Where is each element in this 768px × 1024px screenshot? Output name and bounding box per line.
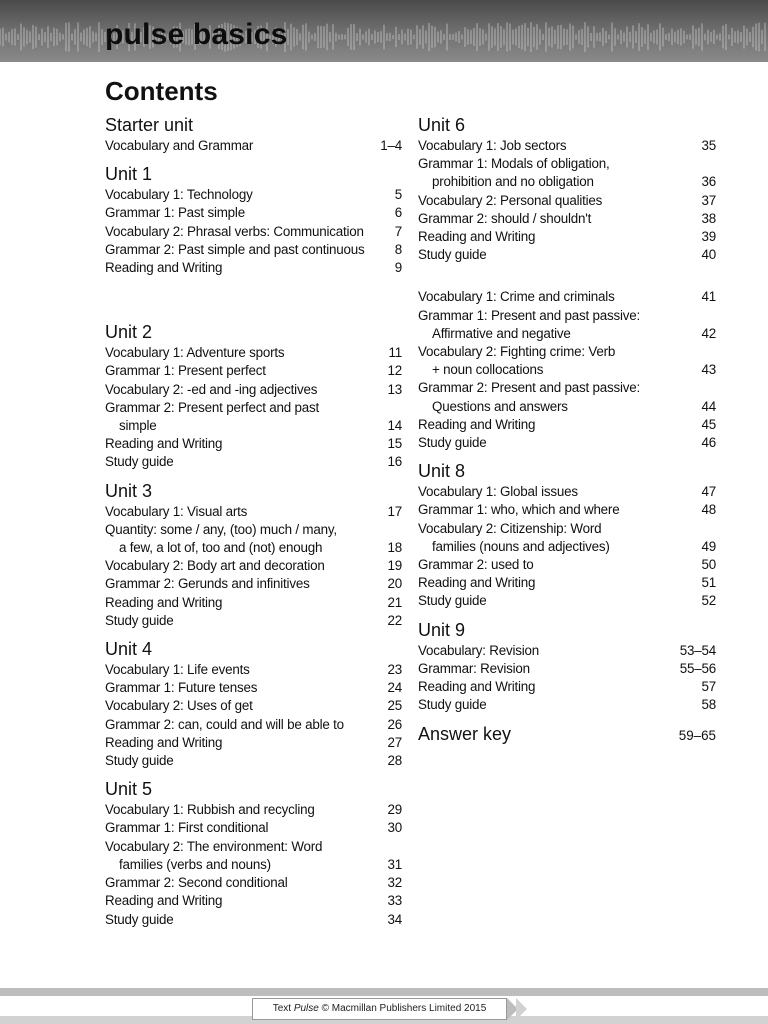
toc-entry (105, 892, 402, 910)
entry-label-line: Vocabulary 1: Visual arts (105, 503, 248, 519)
unit-section (418, 114, 716, 264)
toc-entry (105, 575, 402, 593)
clipped-unit-heading (418, 272, 716, 276)
toc-entry (418, 307, 716, 343)
toc-entry (105, 801, 402, 819)
entry-label (418, 483, 702, 501)
entry-page-number: 9 (394, 260, 402, 276)
toc-entry (105, 557, 402, 575)
toc-entry (418, 210, 716, 228)
chevron-right-icon (516, 998, 527, 1020)
toc-entry (105, 911, 402, 929)
toc-entry (105, 734, 402, 752)
entry-page-number: 49 (701, 538, 716, 554)
toc-entry (105, 752, 402, 770)
toc-entry (105, 259, 402, 277)
entry-page-number: 40 (701, 247, 716, 263)
page-title: Contents (105, 76, 218, 106)
entry-page-number: 41 (701, 289, 716, 305)
entry-page-number: 48 (701, 502, 716, 518)
toc-entry (418, 574, 716, 592)
toc-entry (105, 697, 402, 715)
entry-page-number: 36 (701, 174, 716, 190)
entry-page-number: 35 (701, 138, 716, 153)
toc-entry (418, 155, 716, 191)
entry-label-line: Study guide (105, 454, 174, 470)
entry-label (105, 911, 388, 929)
entry-label-line: Grammar 1: Present and past passive: (418, 307, 641, 323)
entry-page-number: 15 (387, 436, 402, 452)
entry-label (105, 399, 388, 435)
entry-page-number: 52 (701, 593, 716, 609)
entry-label (418, 210, 702, 228)
toc-entry (418, 501, 716, 519)
answer-key-label: Answer key (418, 724, 512, 745)
unit-section (418, 619, 716, 715)
brand-title: pulse basics (105, 18, 288, 51)
entry-page-number: 37 (701, 192, 716, 208)
entry-page-number: 14 (387, 418, 402, 434)
entry-label (105, 223, 395, 241)
entry-page-number: 30 (387, 820, 402, 836)
toc-entry (105, 874, 402, 892)
entry-page-number: 21 (387, 594, 402, 610)
unit-section (105, 480, 402, 630)
entry-label (105, 752, 388, 770)
toc-entry (105, 204, 402, 222)
toc-entry (418, 246, 716, 264)
entry-label-line: Vocabulary 2: Fighting crime: Verb (418, 344, 616, 360)
toc-entry (105, 612, 402, 630)
entry-label (105, 874, 388, 892)
entry-label (418, 416, 702, 434)
toc-entry (418, 228, 716, 246)
contents-right-column (418, 114, 716, 745)
entry-label-line: Reading and Writing (105, 594, 223, 610)
entry-label-line: Study guide (105, 753, 174, 769)
entry-label (418, 379, 702, 415)
toc-entry (418, 660, 716, 678)
entry-label (418, 155, 702, 191)
toc-entry (418, 379, 716, 415)
entry-page-number: 23 (387, 662, 402, 678)
unit-section (105, 638, 402, 770)
entry-label (105, 381, 388, 399)
toc-entry (105, 344, 402, 362)
toc-entry (418, 592, 716, 610)
toc-entry (418, 434, 716, 452)
entry-label-line: Grammar 2: Present and past passive: (418, 380, 641, 396)
entry-label (105, 575, 388, 593)
entry-label (418, 434, 702, 452)
entry-label-line: Grammar 1: who, which and where (418, 502, 620, 518)
entry-page-number: 55–56 (679, 660, 716, 676)
entry-label (418, 137, 702, 155)
copyright-text: © Macmillan Publishers Limited 2015 (318, 1003, 487, 1014)
entry-page-number: 45 (701, 416, 716, 432)
entry-label-line: Reading and Writing (105, 734, 223, 750)
entry-page-number: 31 (387, 856, 402, 872)
entry-page-number: 43 (701, 362, 716, 378)
entry-label-line: Vocabulary 2: Body art and decoration (105, 558, 325, 574)
entry-label-line: Reading and Writing (105, 893, 223, 909)
entry-label (105, 892, 388, 910)
entry-page-number: 11 (388, 345, 402, 361)
entry-label-line: Reading and Writing (418, 679, 536, 695)
entry-label-line: Grammar 2: should / shouldn't (418, 210, 592, 226)
entry-page-number: 1–4 (380, 138, 402, 153)
toc-entry (105, 186, 402, 204)
entry-page-number: 5 (394, 187, 402, 203)
entry-label-line: Study guide (105, 612, 174, 628)
entry-label (418, 288, 702, 306)
entry-label-line: Vocabulary 2: The environment: Word (105, 838, 323, 854)
entry-label-line: Reading and Writing (418, 575, 536, 591)
entry-page-number: 8 (394, 241, 402, 257)
entry-label-line: Grammar 2: Present perfect and past (105, 399, 320, 415)
entry-label-line: Grammar 1: Modals of obligation, (418, 156, 610, 172)
unit-section (105, 321, 402, 471)
unit-section (105, 163, 402, 277)
entry-label-line: Vocabulary 2: Uses of get (105, 698, 253, 714)
unit-heading: Unit 6 (418, 115, 466, 135)
unit-section (105, 114, 402, 155)
entry-label-line: Vocabulary 2: Personal qualities (418, 192, 603, 208)
entry-page-number: 20 (387, 576, 402, 592)
entry-label-continuation: simple (119, 418, 157, 434)
entry-page-number: 7 (394, 223, 402, 239)
toc-entry (418, 343, 716, 379)
unit-heading: Unit 4 (105, 639, 153, 660)
entry-page-number: 19 (387, 558, 402, 574)
entry-label-line: Vocabulary 1: Job sectors (418, 138, 567, 153)
entry-label-line: Grammar 1: Future tenses (105, 680, 258, 696)
entry-label (418, 246, 702, 264)
toc-entry (105, 435, 402, 453)
entry-label-continuation: Questions and answers (432, 398, 568, 414)
entry-page-number: 27 (387, 734, 402, 750)
toc-entry (105, 716, 402, 734)
entry-page-number: 53–54 (679, 642, 716, 658)
entry-label (105, 453, 388, 471)
entry-label-line: Study guide (418, 247, 487, 263)
entry-label-line: Study guide (105, 911, 174, 927)
entry-label-line: Vocabulary 1: Rubbish and recycling (105, 802, 315, 818)
entry-page-number: 16 (387, 454, 402, 470)
toc-entry (105, 381, 402, 399)
entry-page-number: 6 (394, 205, 402, 221)
entry-page-number: 50 (701, 557, 716, 573)
entry-label-line: Vocabulary 1: Global issues (418, 484, 578, 500)
entry-label-line: Grammar 1: First conditional (105, 820, 269, 836)
entry-label-line: Quantity: some / any, (too) much / many, (105, 521, 337, 537)
entry-label-line: Vocabulary 2: Citizenship: Word (418, 520, 602, 536)
entry-label-continuation: prohibition and no obligation (432, 174, 594, 190)
entry-label-line: Grammar 2: Past simple and past continuous (105, 241, 365, 257)
entry-label (105, 679, 388, 697)
entry-label (105, 362, 388, 380)
entry-label (105, 661, 388, 679)
entry-page-number: 13 (387, 381, 402, 397)
entry-label (105, 801, 388, 819)
answer-key-entry (418, 724, 716, 745)
entry-label (418, 192, 702, 210)
toc-entry (105, 838, 402, 874)
entry-label-continuation: families (nouns and adjectives) (432, 538, 610, 554)
entry-page-number: 47 (701, 484, 716, 500)
entry-label (105, 435, 388, 453)
toc-entry (418, 192, 716, 210)
entry-page-number: 38 (701, 210, 716, 226)
unit-section (105, 778, 402, 928)
entry-label-line: Reading and Writing (105, 260, 223, 276)
entry-label (418, 501, 702, 519)
toc-entry (418, 288, 716, 306)
entry-label-line: Reading and Writing (105, 436, 223, 452)
entry-label (418, 592, 702, 610)
entry-label-line: Study guide (418, 593, 487, 609)
entry-page-number: 58 (701, 697, 716, 713)
toc-entry (418, 416, 716, 434)
entry-label (418, 678, 702, 696)
entry-label (418, 660, 680, 678)
entry-page-number: 28 (387, 753, 402, 769)
entry-page-number: 29 (387, 802, 402, 818)
entry-label (418, 696, 702, 714)
toc-entry (105, 362, 402, 380)
entry-page-number: 46 (701, 435, 716, 451)
entry-label (418, 307, 702, 343)
entry-label-line: Grammar 1: Present perfect (105, 363, 266, 379)
entry-label-line: Study guide (418, 435, 487, 451)
entry-label (418, 642, 680, 660)
entry-label (418, 343, 702, 379)
contents-left-column (105, 114, 402, 929)
entry-label-continuation: Affirmative and negative (432, 325, 571, 341)
unit-heading: Unit 3 (105, 480, 153, 501)
toc-entry (418, 483, 716, 501)
toc-entry (105, 679, 402, 697)
entry-label (105, 594, 388, 612)
entry-label-line: Grammar 2: Second conditional (105, 875, 288, 891)
toc-entry (418, 696, 716, 714)
entry-label-line: Grammar 2: Gerunds and infinitives (105, 576, 310, 592)
entry-page-number: 34 (387, 911, 402, 927)
entry-label (105, 838, 388, 874)
copyright-title: Pulse (293, 1003, 319, 1014)
entry-page-number: 26 (387, 716, 402, 732)
entry-label-line: Grammar: Revision (418, 660, 530, 676)
entry-label (105, 204, 395, 222)
entry-page-number: 33 (387, 893, 402, 909)
entry-page-number: 44 (701, 398, 716, 414)
entry-page-number: 17 (387, 503, 402, 519)
entry-label-line: Vocabulary 1: Technology (105, 187, 253, 203)
toc-entry (105, 503, 402, 521)
entry-label-continuation: a few, a lot of, too and (not) enough (119, 540, 323, 556)
toc-entry (105, 661, 402, 679)
toc-entry (105, 137, 402, 155)
entry-label-line: Vocabulary: Revision (418, 642, 540, 658)
entry-page-number: 25 (387, 698, 402, 714)
entry-label-continuation: + noun collocations (432, 362, 544, 378)
entry-label (418, 574, 702, 592)
entry-label (418, 228, 702, 246)
toc-entry (418, 520, 716, 556)
entry-label (105, 259, 395, 277)
entry-label (105, 137, 380, 155)
unit-heading: Unit 8 (418, 461, 466, 482)
toc-entry (105, 223, 402, 241)
entry-page-number: 42 (701, 325, 716, 341)
toc-entry (105, 819, 402, 837)
entry-page-number: 57 (701, 679, 716, 695)
entry-label (418, 520, 702, 556)
toc-entry (418, 137, 716, 155)
copyright-prefix: Text (272, 1003, 294, 1014)
entry-label-continuation: families (verbs and nouns) (119, 856, 271, 872)
answer-key-page: 59–65 (678, 728, 716, 744)
entry-label-line: Vocabulary 1: Life events (105, 662, 250, 678)
entry-label-line: Vocabulary 2: Phrasal verbs: Communication (105, 223, 364, 239)
entry-label (105, 697, 388, 715)
copyright-notice (252, 998, 507, 1020)
entry-label-line: Study guide (418, 697, 487, 713)
entry-label (105, 734, 388, 752)
toc-entry (105, 399, 402, 435)
toc-entry (418, 556, 716, 574)
unit-heading: Starter unit (105, 115, 194, 135)
entry-page-number: 24 (387, 680, 402, 696)
entry-label (105, 521, 388, 557)
page-header (0, 0, 768, 62)
entry-label (105, 612, 388, 630)
unit-heading: Unit 9 (418, 619, 466, 640)
unit-section (418, 288, 716, 452)
entry-label-line: Vocabulary 1: Crime and criminals (418, 289, 615, 305)
unit-heading: Unit 5 (105, 779, 153, 800)
entry-label-line: Reading and Writing (418, 229, 536, 245)
entry-label (105, 186, 395, 204)
entry-page-number: 18 (387, 540, 402, 556)
entry-page-number: 51 (701, 575, 716, 591)
entry-label-line: Grammar 2: can, could and will be able to (105, 716, 344, 732)
entry-page-number: 32 (387, 875, 402, 891)
entry-label (105, 344, 389, 362)
unit-heading: Unit 1 (105, 164, 153, 185)
entry-page-number: 39 (701, 229, 716, 245)
toc-entry (418, 678, 716, 696)
entry-label-line: Vocabulary 2: -ed and -ing adjectives (105, 381, 318, 397)
entry-label (105, 819, 388, 837)
entry-label (105, 557, 388, 575)
footer-bar-top (0, 988, 768, 996)
toc-entry (105, 594, 402, 612)
entry-page-number: 12 (387, 363, 402, 379)
entry-label (418, 556, 702, 574)
toc-entry (418, 642, 716, 660)
entry-label-line: Reading and Writing (418, 416, 536, 432)
unit-heading: Unit 2 (105, 322, 153, 343)
entry-page-number: 22 (387, 612, 402, 628)
entry-label (105, 241, 395, 259)
entry-label-line: Vocabulary and Grammar (105, 138, 254, 153)
entry-label-line: Grammar 1: Past simple (105, 205, 245, 221)
entry-label-line: Grammar 2: used to (418, 557, 534, 573)
toc-entry (105, 521, 402, 557)
entry-label (105, 716, 388, 734)
entry-label-line: Vocabulary 1: Adventure sports (105, 345, 285, 361)
toc-entry (105, 241, 402, 259)
toc-entry (105, 453, 402, 471)
unit-section (418, 460, 716, 610)
entry-label (105, 503, 388, 521)
